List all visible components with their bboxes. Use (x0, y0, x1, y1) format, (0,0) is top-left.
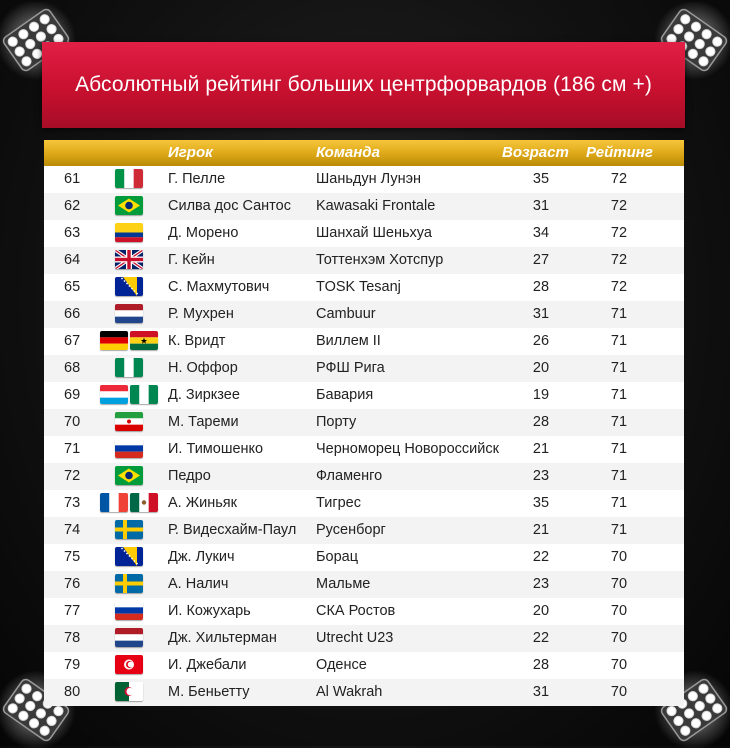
player-name-cell: Н. Оффор (168, 360, 238, 376)
bosnia-flag-icon (115, 277, 143, 296)
player-name-cell: Дж. Хильтерман (168, 630, 277, 646)
rank-cell: 64 (64, 252, 81, 268)
player-name-cell: И. Тимошенко (168, 441, 264, 457)
player-name-cell: А. Жиньяк (168, 495, 237, 511)
sweden-flag-icon (115, 520, 143, 539)
rating-cell: 70 (610, 603, 628, 619)
team-cell: Порту (316, 414, 357, 430)
table-row (44, 436, 684, 463)
rating-cell: 70 (610, 576, 628, 592)
team-cell: Фламенго (316, 468, 383, 484)
rank-cell: 77 (64, 603, 81, 619)
sweden-flag-icon (115, 574, 143, 593)
team-cell: Шанхай Шеньхуа (316, 225, 432, 241)
player-name-cell: И. Джебали (168, 657, 247, 673)
team-cell: Мальме (316, 576, 371, 592)
nationality-flags (100, 169, 158, 189)
nigeria-flag-icon (130, 385, 158, 404)
mexico-flag-icon (130, 493, 158, 512)
rank-cell: 65 (64, 279, 81, 295)
rating-cell: 72 (610, 252, 628, 268)
age-cell: 31 (532, 684, 550, 700)
table-header (44, 140, 684, 166)
rating-cell: 71 (610, 333, 628, 349)
rating-cell: 72 (610, 279, 628, 295)
nationality-flags (100, 196, 158, 216)
germany-flag-icon (100, 331, 128, 350)
rank-cell: 71 (64, 441, 81, 457)
age-cell: 28 (532, 657, 550, 673)
rank-cell: 73 (64, 495, 81, 511)
nigeria-flag-icon (115, 358, 143, 377)
rating-cell: 70 (610, 549, 628, 565)
table-row (44, 517, 684, 544)
nationality-flags (100, 412, 158, 432)
nationality-flags (100, 520, 158, 540)
table-row (44, 328, 684, 355)
age-cell: 31 (532, 306, 550, 322)
rank-cell: 62 (64, 198, 81, 214)
algeria-flag-icon (115, 682, 143, 701)
rating-cell: 70 (610, 657, 628, 673)
rating-cell: 71 (610, 441, 628, 457)
nationality-flags (100, 574, 158, 594)
team-cell: Виллем II (316, 333, 381, 349)
england-flag-icon (115, 250, 143, 269)
team-cell: Бавария (316, 387, 374, 403)
nationality-flags (100, 358, 158, 378)
column-header-age: Возраст (502, 144, 569, 161)
player-name-cell: К. Вридт (168, 333, 226, 349)
rank-cell: 78 (64, 630, 81, 646)
age-cell: 27 (532, 252, 550, 268)
table-row (44, 382, 684, 409)
rank-cell: 79 (64, 657, 81, 673)
team-cell: Черноморец Новороссийск (316, 441, 499, 457)
column-header-player: Игрок (168, 144, 213, 161)
team-cell: Русенборг (316, 522, 386, 538)
player-name-cell: М. Беньетту (168, 684, 250, 700)
player-name-cell: И. Кожухарь (168, 603, 251, 619)
nationality-flags (100, 655, 158, 675)
luxembourg-flag-icon (100, 385, 128, 404)
rank-cell: 61 (64, 171, 81, 187)
rating-cell: 71 (610, 522, 628, 538)
age-cell: 31 (532, 198, 550, 214)
player-name-cell: Д. Морено (168, 225, 239, 241)
nationality-flags (100, 493, 158, 513)
player-name-cell: М. Тареми (168, 414, 239, 430)
iran-flag-icon (115, 412, 143, 431)
nationality-flags (100, 601, 158, 621)
nationality-flags (100, 277, 158, 297)
rating-cell: 70 (610, 630, 628, 646)
brazil-flag-icon (115, 466, 143, 485)
table-row (44, 679, 684, 706)
age-cell: 22 (532, 549, 550, 565)
player-name-cell: Р. Мухрен (168, 306, 234, 322)
age-cell: 23 (532, 576, 550, 592)
age-cell: 21 (532, 522, 550, 538)
team-cell: Тоттенхэм Хотспур (316, 252, 444, 268)
netherlands-flag-icon (115, 304, 143, 323)
nationality-flags (100, 682, 158, 702)
team-cell: Al Wakrah (316, 684, 383, 700)
rating-cell: 72 (610, 171, 628, 187)
team-cell: РФШ Рига (316, 360, 385, 376)
rating-cell: 71 (610, 495, 628, 511)
rating-cell: 71 (610, 468, 628, 484)
colombia-flag-icon (115, 223, 143, 242)
rating-cell: 72 (610, 225, 628, 241)
bosnia-flag-icon (115, 547, 143, 566)
nationality-flags (100, 331, 158, 351)
table-row (44, 571, 684, 598)
rank-cell: 69 (64, 387, 81, 403)
rating-cell: 71 (610, 306, 628, 322)
italy-flag-icon (115, 169, 143, 188)
rating-cell: 70 (610, 684, 628, 700)
rank-cell: 63 (64, 225, 81, 241)
team-cell: Оденсе (316, 657, 367, 673)
ranking-table (44, 140, 684, 706)
table-row (44, 625, 684, 652)
column-header-rating: Рейтинг (586, 144, 653, 161)
table-body (44, 166, 684, 706)
nationality-flags (100, 547, 158, 567)
rank-cell: 72 (64, 468, 81, 484)
table-row (44, 652, 684, 679)
age-cell: 28 (532, 279, 550, 295)
player-name-cell: С. Махмутович (168, 279, 270, 295)
nationality-flags (100, 439, 158, 459)
table-row (44, 490, 684, 517)
age-cell: 34 (532, 225, 550, 241)
rank-cell: 67 (64, 333, 81, 349)
age-cell: 23 (532, 468, 550, 484)
age-cell: 21 (532, 441, 550, 457)
title-banner (42, 42, 685, 128)
player-name-cell: Г. Пелле (168, 171, 226, 187)
column-header-team: Команда (316, 144, 380, 161)
table-row (44, 166, 684, 193)
table-row (44, 544, 684, 571)
player-name-cell: Д. Зиркзее (168, 387, 240, 403)
rating-cell: 71 (610, 414, 628, 430)
netherlands-flag-icon (115, 628, 143, 647)
table-row (44, 301, 684, 328)
rank-cell: 68 (64, 360, 81, 376)
player-name-cell: Силва дос Сантос (168, 198, 291, 214)
table-row (44, 355, 684, 382)
age-cell: 19 (532, 387, 550, 403)
table-row (44, 220, 684, 247)
age-cell: 20 (532, 603, 550, 619)
rating-cell: 71 (610, 387, 628, 403)
player-name-cell: Дж. Лукич (168, 549, 235, 565)
rating-cell: 72 (610, 198, 628, 214)
age-cell: 35 (532, 495, 550, 511)
france-flag-icon (100, 493, 128, 512)
age-cell: 26 (532, 333, 550, 349)
nationality-flags (100, 250, 158, 270)
age-cell: 28 (532, 414, 550, 430)
team-cell: Шаньдун Лунэн (316, 171, 422, 187)
rank-cell: 66 (64, 306, 81, 322)
team-cell: Kawasaki Frontale (316, 198, 436, 214)
rank-cell: 70 (64, 414, 81, 430)
rank-cell: 80 (64, 684, 81, 700)
rank-cell: 74 (64, 522, 81, 538)
table-row (44, 247, 684, 274)
table-row (44, 463, 684, 490)
team-cell: СКА Ростов (316, 603, 396, 619)
nationality-flags (100, 223, 158, 243)
team-cell: Тигрес (316, 495, 361, 511)
player-name-cell: Г. Кейн (168, 252, 215, 268)
player-name-cell: Педро (168, 468, 211, 484)
ghana-flag-icon (130, 331, 158, 350)
team-cell: Utrecht U23 (316, 630, 394, 646)
team-cell: TOSK Tesanj (316, 279, 401, 295)
rank-cell: 75 (64, 549, 81, 565)
table-row (44, 193, 684, 220)
nationality-flags (100, 385, 158, 405)
team-cell: Cambuur (316, 306, 376, 322)
player-name-cell: А. Налич (168, 576, 229, 592)
russia-flag-icon (115, 439, 143, 458)
table-row (44, 598, 684, 625)
brazil-flag-icon (115, 196, 143, 215)
age-cell: 35 (532, 171, 550, 187)
nationality-flags (100, 304, 158, 324)
table-row (44, 409, 684, 436)
rank-cell: 76 (64, 576, 81, 592)
player-name-cell: Р. Видесхайм-Паул (168, 522, 297, 538)
nationality-flags (100, 466, 158, 486)
table-row (44, 274, 684, 301)
russia-flag-icon (115, 601, 143, 620)
nationality-flags (100, 628, 158, 648)
age-cell: 20 (532, 360, 550, 376)
age-cell: 22 (532, 630, 550, 646)
team-cell: Борац (316, 549, 359, 565)
tunisia-flag-icon (115, 655, 143, 674)
page-title: Абсолютный рейтинг больших центрфорвардов (186 см +) (75, 73, 652, 96)
rating-cell: 71 (610, 360, 628, 376)
